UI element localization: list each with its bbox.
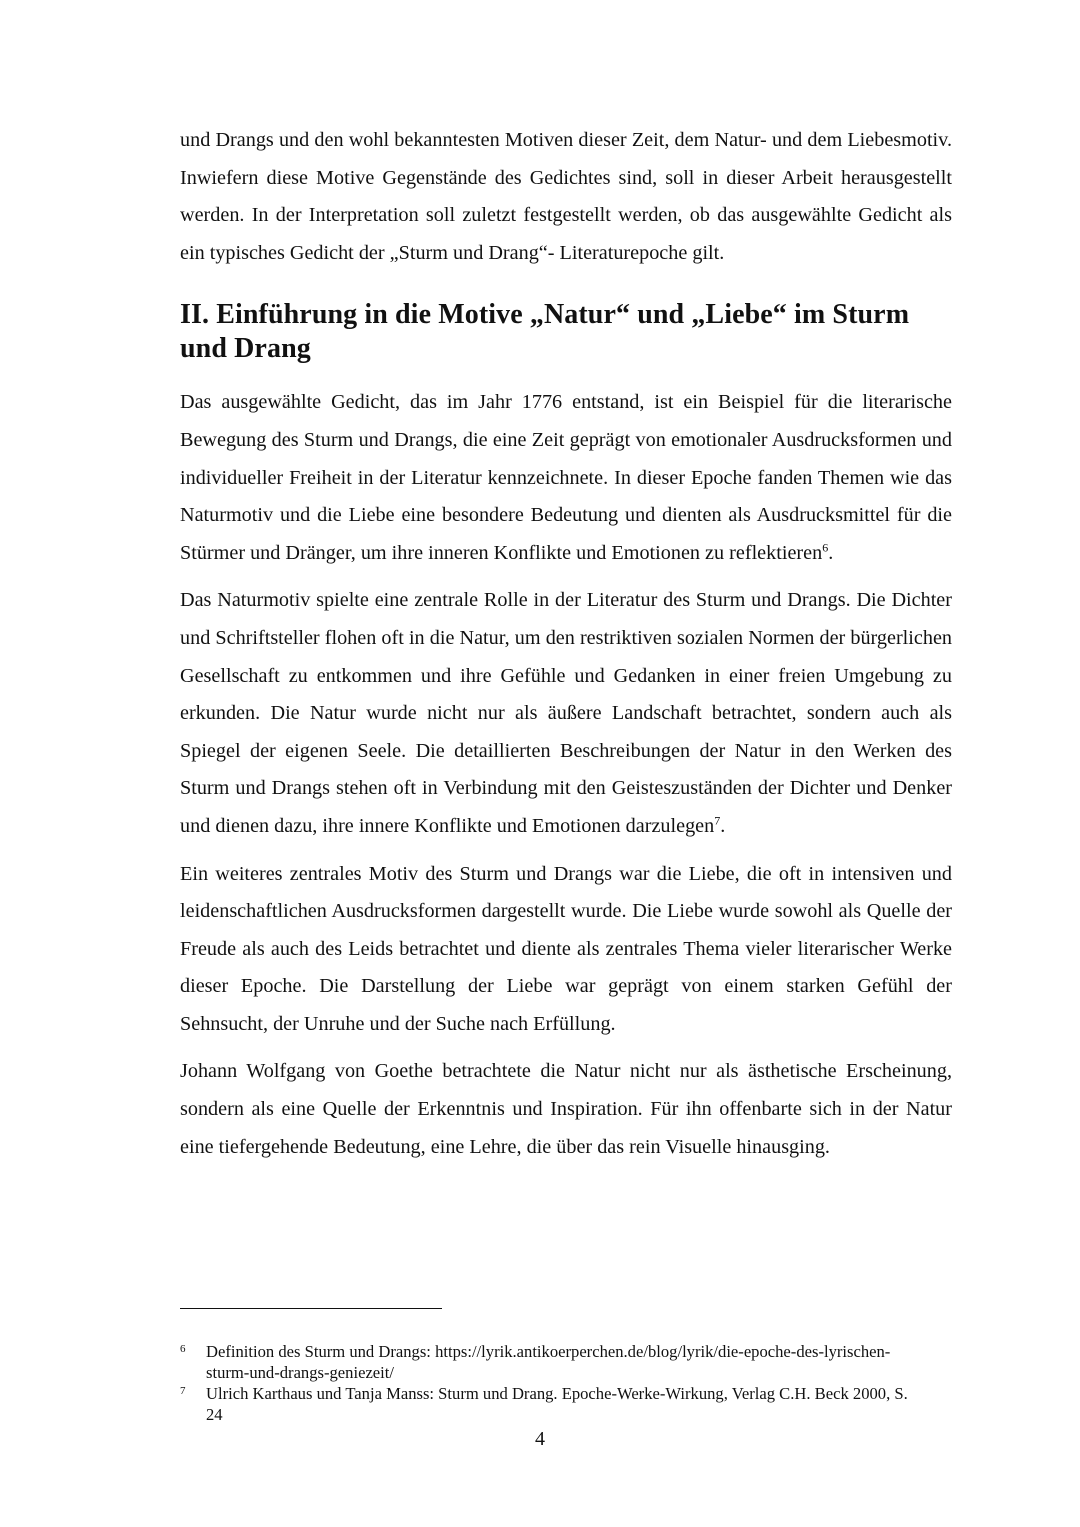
paragraph-2 <box>180 582 952 845</box>
paragraph-2-end: . <box>720 814 726 837</box>
paragraph-1 <box>180 384 952 572</box>
footnote-7 <box>180 1383 920 1425</box>
section-heading: II. Einführung in die Motive „Natur“ und „Liebe“ im Sturm und Drang <box>180 299 910 365</box>
footnote-text: Ulrich Karthaus und Tanja Manss: Sturm und Drang. Epoche-Werke-Wirkung, Verlag C.H. Beck 2000, S. 24 <box>206 1384 908 1424</box>
page-number: 4 <box>535 1428 545 1450</box>
footnote-ref-7: 7 <box>714 813 721 828</box>
intro-paragraph: und Drangs und den wohl bekanntesten Motiven dieser Zeit, dem Natur- und dem Liebesmotiv. Inwiefern diese Motive Gegenstände des Gedichtes sind, soll in dieser Arbeit herausgestellt werden. In der Interpretation soll zuletzt festgestellt werden, ob das ausgewählte Gedicht als ein typisches Gedicht der „Sturm und Drang“- Literaturepoche gilt. <box>180 129 952 264</box>
footnotes <box>180 1341 920 1425</box>
footnote-number: 6 <box>180 1343 186 1355</box>
paragraph-4: Johann Wolfgang von Goethe betrachtete die Natur nicht nur als ästhetische Erscheinung, sondern als eine Quelle der Erkenntnis und Inspiration. Für ihn offenbarte sich in der Natur eine tiefergehende Bedeutung, eine Lehre, die über das rein Visuelle hinausging. <box>180 1060 952 1158</box>
paragraph-1-end: . <box>828 541 834 564</box>
paragraph-2-text: Das Naturmotiv spielte eine zentrale Rolle in der Literatur des Sturm und Drangs. Die Dichter und Schriftsteller flohen oft in die Natur, um den restriktiven sozialen Normen der bürgerlichen Gesellschaft zu entkommen und ihre Gefühle und Gedanken in einer freien Umgebung zu erkunden. Die Natur wurde nicht nur als äußere Landschaft betrachtet, sondern auch als Spiegel der eigenen Seele. Die detaillierten Beschreibungen der Natur in den Werken des Sturm und Drangs stehen oft in Verbindung mit den Geisteszuständen der Dichter und Denker und dienen dazu, ihre innere Konflikte und Emotionen darzulegen <box>180 589 952 837</box>
footnote-6 <box>180 1341 920 1383</box>
document-body <box>180 122 952 1166</box>
footnote-separator <box>180 1308 442 1309</box>
footnote-number: 7 <box>180 1385 186 1397</box>
footnote-ref-6: 6 <box>822 540 829 555</box>
paragraph-3: Ein weiteres zentrales Motiv des Sturm und Drangs war die Liebe, die oft in intensiven und leidenschaftlichen Ausdrucksformen dargestellt wurde. Die Liebe wurde sowohl als Quelle der Freude als auch des Leids betrachtet und diente als zentrales Thema vieler literarischer Werke dieser Epoche. Die Darstellung der Liebe war geprägt von einem starken Gefühl der Sehnsucht, der Unruhe und der Suche nach Erfüllung. <box>180 862 952 1035</box>
footnote-text: Definition des Sturm und Drangs: https://lyrik.antikoerperchen.de/blog/lyrik/die-epoche-des-lyrischen-sturm-und-drangs-geniezeit/ <box>206 1342 891 1382</box>
paragraph-1-text: Das ausgewählte Gedicht, das im Jahr 1776 entstand, ist ein Beispiel für die literarische Bewegung des Sturm und Drangs, die eine Zeit geprägt von emotionaler Ausdrucksformen und individueller Freiheit in der Literatur kennzeichnete. In dieser Epoche fanden Themen wie das Naturmotiv und die Liebe eine besondere Bedeutung und dienten als Ausdrucksmittel für die Stürmer und Dränger, um ihre inneren Konflikte und Emotionen zu reflektieren <box>180 391 952 564</box>
